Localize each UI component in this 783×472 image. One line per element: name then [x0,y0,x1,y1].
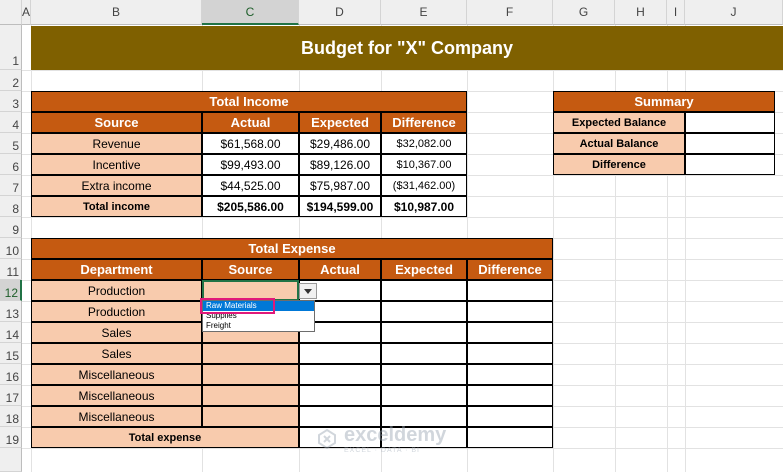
summary-expected-balance-label[interactable]: Expected Balance [553,112,685,133]
expense-department-cell[interactable]: Production [31,301,202,322]
gridline [22,70,783,71]
income-total-difference[interactable]: $10,987.00 [381,196,467,217]
column-header-b[interactable]: B [31,0,202,25]
expense-expected-cell[interactable] [381,301,467,322]
expense-department-cell[interactable]: Sales [31,343,202,364]
row-header-15[interactable]: 15 [0,343,22,364]
expense-header-department[interactable]: Department [31,259,202,280]
expense-source-cell[interactable] [202,406,299,427]
watermark-tagline: EXCEL · DATA · BI [344,447,420,454]
income-total-label[interactable]: Total income [31,196,202,217]
expense-expected-cell[interactable] [381,343,467,364]
expense-difference-cell[interactable] [467,301,553,322]
income-source-cell[interactable]: Revenue [31,133,202,154]
row-header-4[interactable]: 4 [0,112,22,133]
row-header-6[interactable]: 6 [0,154,22,175]
income-difference-cell[interactable]: ($31,462.00) [381,175,467,196]
expense-header-difference[interactable]: Difference [467,259,553,280]
row-header-11[interactable]: 11 [0,259,22,280]
income-header-difference[interactable]: Difference [381,112,467,133]
row-header-16[interactable]: 16 [0,364,22,385]
expense-source-cell[interactable] [202,343,299,364]
column-header-e[interactable]: E [381,0,467,25]
dropdown-option-freight[interactable]: Freight [206,321,231,330]
expense-difference-cell[interactable] [467,280,553,301]
income-total-actual[interactable]: $205,586.00 [202,196,299,217]
column-header-i[interactable]: I [667,0,685,25]
expense-header-expected[interactable]: Expected [381,259,467,280]
expense-source-cell[interactable] [202,385,299,406]
highlight-box [200,298,275,314]
expense-difference-cell[interactable] [467,406,553,427]
expense-expected-cell[interactable] [381,280,467,301]
expense-difference-cell[interactable] [467,364,553,385]
budget-title[interactable]: Budget for "X" Company [31,26,783,70]
income-expected-cell[interactable]: $89,126.00 [299,154,381,175]
expense-total-difference[interactable] [467,427,553,448]
dropdown-option-raw-materials[interactable]: Raw Materials [203,301,314,311]
column-header-c[interactable]: C [202,0,299,25]
summary-actual-balance-label[interactable]: Actual Balance [553,133,685,154]
income-difference-cell[interactable]: $10,367.00 [381,154,467,175]
row-header-19[interactable]: 19 [0,427,22,448]
summary-difference-label[interactable]: Difference [553,154,685,175]
column-header-d[interactable]: D [299,0,381,25]
income-actual-cell[interactable]: $61,568.00 [202,133,299,154]
expense-header-source[interactable]: Source [202,259,299,280]
row-header-5[interactable]: 5 [0,133,22,154]
row-header-10[interactable]: 10 [0,238,22,259]
expense-header-actual[interactable]: Actual [299,259,381,280]
dropdown-arrow-button[interactable] [299,283,317,299]
expense-total-label[interactable]: Total expense [31,427,299,448]
income-source-cell[interactable]: Incentive [31,154,202,175]
select-all-corner[interactable] [0,0,22,25]
expense-department-cell[interactable]: Production [31,280,202,301]
row-header-9[interactable]: 9 [0,217,22,238]
expense-difference-cell[interactable] [467,343,553,364]
expense-expected-cell[interactable] [381,322,467,343]
income-actual-cell[interactable]: $99,493.00 [202,154,299,175]
row-header-7[interactable]: 7 [0,175,22,196]
income-expected-cell[interactable]: $75,987.00 [299,175,381,196]
income-title[interactable]: Total Income [31,91,467,112]
expense-difference-cell[interactable] [467,322,553,343]
income-header-expected[interactable]: Expected [299,112,381,133]
expense-department-cell[interactable]: Miscellaneous [31,406,202,427]
row-header-20[interactable] [0,448,22,472]
summary-actual-balance-value[interactable] [685,133,775,154]
expense-difference-cell[interactable] [467,385,553,406]
column-header-j[interactable]: J [685,0,783,25]
expense-department-cell[interactable]: Sales [31,322,202,343]
row-header-8[interactable]: 8 [0,196,22,217]
income-actual-cell[interactable]: $44,525.00 [202,175,299,196]
summary-expected-balance-value[interactable] [685,112,775,133]
income-header-actual[interactable]: Actual [202,112,299,133]
income-total-expected[interactable]: $194,599.00 [299,196,381,217]
row-header-2[interactable]: 2 [0,70,22,91]
expense-source-cell[interactable] [202,364,299,385]
income-expected-cell[interactable]: $29,486.00 [299,133,381,154]
expense-actual-cell[interactable] [299,343,381,364]
expense-department-cell[interactable]: Miscellaneous [31,364,202,385]
exceldemy-logo-icon [316,428,338,450]
watermark-name: exceldemy [344,424,447,446]
income-header-source[interactable]: Source [31,112,202,133]
row-header-12[interactable]: 12 [0,280,22,301]
expense-actual-cell[interactable] [299,364,381,385]
summary-title[interactable]: Summary [553,91,775,112]
chevron-down-icon [300,284,316,298]
row-header-13[interactable]: 13 [0,301,22,322]
gridline [22,217,783,218]
expense-title[interactable]: Total Expense [31,238,553,259]
column-header-h[interactable]: H [615,0,667,25]
expense-expected-cell[interactable] [381,364,467,385]
row-header-18[interactable]: 18 [0,406,22,427]
column-header-f[interactable]: F [467,0,553,25]
expense-department-cell[interactable]: Miscellaneous [31,385,202,406]
income-source-cell[interactable]: Extra income [31,175,202,196]
row-header-1[interactable]: 1 [0,25,22,70]
row-header-14[interactable]: 14 [0,322,22,343]
expense-actual-cell[interactable] [299,385,381,406]
income-difference-cell[interactable]: $32,082.00 [381,133,467,154]
row-header-17[interactable]: 17 [0,385,22,406]
expense-expected-cell[interactable] [381,385,467,406]
exceldemy-watermark [316,424,446,454]
dropdown-option-supplies[interactable]: Supplies [206,311,237,320]
summary-difference-value[interactable] [685,154,775,175]
column-header-g[interactable]: G [553,0,615,25]
column-header-a[interactable]: A [22,0,31,25]
row-header-3[interactable]: 3 [0,91,22,112]
